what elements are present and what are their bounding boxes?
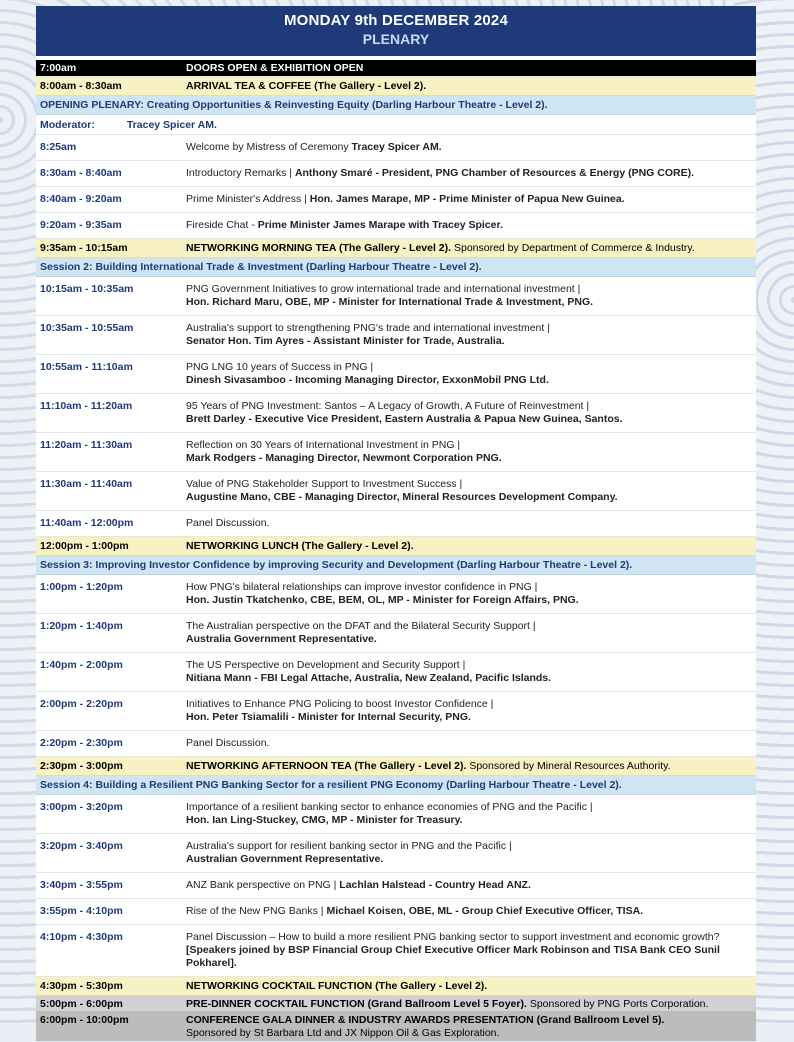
predinner-row [36, 996, 756, 1012]
event-title: PRE-DINNER COCKTAIL FUNCTION (Grand Ballroom Level 5 Foyer). [186, 998, 527, 1010]
row-time: 2:00pm - 2:20pm [40, 698, 123, 710]
agenda-item [36, 187, 756, 213]
row-desc: NETWORKING COCKTAIL FUNCTION (The Gallery - Level 2). [186, 980, 488, 992]
session-title: Session 3: Improving Investor Confidence by improving Security and Development (Darling Harbour Theatre - Level 2). [40, 559, 633, 571]
moderator [40, 119, 217, 134]
row-time: 5:00pm - 6:00pm [40, 998, 123, 1010]
agenda-subtitle: PLENARY [362, 31, 430, 47]
agenda-item [36, 161, 756, 187]
item-speaker: Brett Darley - Executive Vice President, Eastern Australia & Papua New Guinea, Santos. [186, 413, 623, 425]
row-time: 1:20pm - 1:40pm [40, 620, 123, 632]
row-desc: DOORS OPEN & EXHIBITION OPEN [186, 62, 364, 74]
agenda-item [36, 135, 756, 161]
row-desc [186, 400, 756, 426]
session-title: Session 4: Building a Resilient PNG Banking Sector for a resilient PNG Economy (Darling Harbour Theatre - Level 2). [40, 779, 622, 791]
row-time: 11:30am - 11:40am [40, 478, 133, 490]
session-title: Session 2: Building International Trade & Investment (Darling Harbour Theatre - Level 2). [40, 261, 482, 273]
item-topic: The US Perspective on Development and Security Support | [186, 659, 466, 671]
row-time: 11:10am - 11:20am [40, 400, 133, 412]
afternoon-tea-row [36, 757, 756, 776]
item-text: Rise of the New PNG Banks | [186, 905, 327, 917]
event-sponsor: Sponsored by PNG Ports Corporation. [526, 998, 709, 1010]
agenda-item [36, 834, 756, 873]
agenda-item [36, 394, 756, 433]
row-time: 2:30pm - 3:00pm [40, 760, 123, 772]
row-desc [186, 760, 756, 775]
item-speaker: Hon. Ian Ling-Stuckey, CMG, MP - Minister for Treasury. [186, 814, 463, 826]
row-time: 10:15am - 10:35am [40, 283, 134, 295]
row-time: 3:20pm - 3:40pm [40, 840, 123, 852]
row-desc [186, 361, 756, 387]
agenda-item [36, 692, 756, 731]
row-desc [186, 322, 756, 348]
row-desc [186, 801, 756, 827]
item-speaker: Dinesh Sivasamboo - Incoming Managing Director, ExxonMobil PNG Ltd. [186, 374, 549, 386]
row-time: 8:40am - 9:20am [40, 193, 122, 205]
item-topic: PNG LNG 10 years of Success in PNG | [186, 361, 374, 373]
cocktail-row [36, 977, 756, 996]
row-time: 4:30pm - 5:30pm [40, 980, 123, 992]
agenda-item [36, 316, 756, 355]
item-speaker: Lachlan Halstead - Country Head ANZ. [339, 879, 531, 891]
row-time: 10:55am - 11:10am [40, 361, 133, 373]
row-desc [186, 879, 756, 892]
item-topic: Panel Discussion. [186, 737, 270, 749]
row-desc [186, 193, 756, 206]
panel-text: Panel Discussion – How to build a more resilient PNG banking sector to support investment and economic growth? [186, 931, 720, 943]
item-topic: Australia's support to strengthening PNG's trade and international investment | [186, 322, 550, 334]
session3-items [36, 575, 756, 757]
item-speaker: Australian Government Representative. [186, 853, 384, 865]
morning-tea-row [36, 239, 756, 258]
session-header-4 [36, 776, 756, 795]
item-speaker: Hon. James Marape, MP - Prime Minister of Papua New Guinea. [309, 193, 625, 205]
row-time: 8:25am [40, 141, 77, 153]
session2-items [36, 277, 756, 537]
session-header-3 [36, 556, 756, 575]
agenda-item [36, 731, 756, 757]
lunch-row [36, 537, 756, 556]
doors-row [36, 60, 756, 77]
break-sponsor: Sponsored by Department of Commerce & Industry. [451, 242, 695, 254]
agenda-rows [36, 60, 756, 1042]
row-desc [186, 998, 756, 1011]
moderator-row [36, 115, 756, 135]
agenda-header [36, 6, 756, 56]
item-topic: 95 Years of PNG Investment: Santos – A Legacy of Growth, A Future of Reinvestment | [186, 400, 590, 412]
break-title: NETWORKING AFTERNOON TEA (The Gallery - Level 2). [186, 760, 467, 772]
item-speaker: Hon. Justin Tkatchenko, CBE, BEM, OL, MP - Minister for Foreign Affairs, PNG. [186, 594, 579, 606]
item-speaker: Prime Minister James Marape with Tracey Spicer. [257, 219, 503, 231]
row-desc [186, 931, 756, 970]
item-topic: Importance of a resilient banking sector to enhance economies of PNG and the Pacific | [186, 801, 593, 813]
agenda-item [36, 614, 756, 653]
item-speaker: Anthony Smaré - President, PNG Chamber of Resources & Energy (PNG CORE). [294, 167, 695, 179]
item-topic: Initiatives to Enhance PNG Policing to boost Investor Confidence | [186, 698, 494, 710]
row-desc [186, 840, 756, 866]
item-speaker: Hon. Richard Maru, OBE, MP - Minister for International Trade & Investment, PNG. [186, 296, 594, 308]
row-time: 2:20pm - 2:30pm [40, 737, 123, 749]
item-topic: PNG Government Initiatives to grow international trade and international investment | [186, 283, 581, 295]
session-header-2 [36, 258, 756, 277]
arrival-row [36, 77, 756, 96]
row-time: 8:00am - 8:30am [40, 80, 122, 92]
row-desc [186, 439, 756, 465]
event-title: CONFERENCE GALA DINNER & INDUSTRY AWARDS PRESENTATION (Grand Ballroom Level 5). [186, 1014, 665, 1026]
item-text: ANZ Bank perspective on PNG | [186, 879, 340, 891]
panel-final-row [36, 925, 756, 977]
row-desc [186, 242, 756, 257]
item-speaker: Australia Government Representative. [186, 633, 377, 645]
row-desc [186, 1014, 756, 1041]
item-text: Introductory Remarks | [186, 167, 295, 179]
agenda-item [36, 575, 756, 614]
row-desc [186, 737, 756, 750]
row-desc [186, 620, 756, 646]
moderator-name: Tracey Spicer AM. [126, 119, 217, 131]
agenda-item [36, 355, 756, 394]
row-time: 6:00pm - 10:00pm [40, 1014, 129, 1026]
item-speaker: Hon. Peter Tsiamalili - Minister for Internal Security, PNG. [186, 711, 471, 723]
row-desc [186, 167, 756, 180]
row-time: 3:55pm - 4:10pm [40, 905, 123, 917]
row-time: 9:35am - 10:15am [40, 242, 128, 254]
row-time: 3:00pm - 3:20pm [40, 801, 123, 813]
item-speaker: Senator Hon. Tim Ayres - Assistant Minister for Trade, Australia. [186, 335, 505, 347]
row-desc: ARRIVAL TEA & COFFEE (The Gallery - Level 2). [186, 80, 427, 92]
item-text: Welcome by Mistress of Ceremony [186, 141, 352, 153]
item-speaker: Tracey Spicer AM. [351, 141, 442, 153]
panel-speakers: [Speakers joined by BSP Financial Group Chief Executive Officer Mark Robinson and TISA Bank CEO Sunil Pokharel]. [186, 944, 720, 969]
row-time: 1:40pm - 2:00pm [40, 659, 123, 671]
agenda-item [36, 433, 756, 472]
row-desc: NETWORKING LUNCH (The Gallery - Level 2). [186, 540, 414, 552]
agenda-item [36, 213, 756, 239]
row-desc [186, 478, 756, 504]
item-topic: Reflection on 30 Years of International Investment in PNG | [186, 439, 461, 451]
agenda-item [36, 277, 756, 316]
agenda-item [36, 795, 756, 834]
row-desc [186, 517, 756, 530]
agenda-page [36, 6, 756, 1039]
row-time: 10:35am - 10:55am [40, 322, 134, 334]
row-time: 12:00pm - 1:00pm [40, 540, 129, 552]
item-speaker: Mark Rodgers - Managing Director, Newmont Corporation PNG. [186, 452, 502, 464]
opening-items [36, 135, 756, 239]
item-speaker: Michael Koisen, OBE, ML - Group Chief Executive Officer, TISA. [326, 905, 644, 917]
agenda-item [36, 511, 756, 537]
item-topic: Panel Discussion. [186, 517, 270, 529]
row-desc [186, 659, 756, 685]
item-text: Fireside Chat - [186, 219, 258, 231]
row-time: 3:40pm - 3:55pm [40, 879, 123, 891]
agenda-item [36, 873, 756, 899]
item-speaker: Nitiana Mann - FBI Legal Attache, Australia, New Zealand, Pacific Islands. [186, 672, 552, 684]
session4-inline-items [36, 873, 756, 925]
agenda-date: MONDAY 9th DECEMBER 2024 [283, 12, 509, 29]
item-topic: Australia's support for resilient banking sector in PNG and the Pacific | [186, 840, 512, 852]
session-header-opening [36, 96, 756, 115]
row-desc [186, 141, 756, 154]
row-time: 11:20am - 11:30am [40, 439, 133, 451]
row-time: 8:30am - 8:40am [40, 167, 122, 179]
break-sponsor: Sponsored by Mineral Resources Authority. [466, 760, 671, 772]
row-desc [186, 219, 756, 232]
row-time: 9:20am - 9:35am [40, 219, 122, 231]
row-desc [186, 581, 756, 607]
session-title: OPENING PLENARY: Creating Opportunities & Reinvesting Equity (Darling Harbour Theatre - Level 2). [40, 99, 548, 111]
agenda-item [36, 899, 756, 925]
item-text: Prime Minister's Address | [186, 193, 310, 205]
row-time: 7:00am [40, 62, 77, 74]
item-topic: The Australian perspective on the DFAT and the Bilateral Security Support | [186, 620, 536, 632]
item-speaker: Augustine Mano, CBE - Managing Director, Mineral Resources Development Company. [186, 491, 618, 503]
row-time: 1:00pm - 1:20pm [40, 581, 123, 593]
session4-items [36, 795, 756, 873]
row-desc [186, 905, 756, 918]
item-topic: Value of PNG Stakeholder Support to Investment Success | [186, 478, 463, 490]
event-sponsor: Sponsored by St Barbara Ltd and JX Nippon Oil & Gas Exploration. [186, 1027, 500, 1039]
row-time: 11:40am - 12:00pm [40, 517, 134, 529]
gala-row [36, 1012, 756, 1042]
row-time: 4:10pm - 4:30pm [40, 931, 123, 943]
agenda-item [36, 472, 756, 511]
break-title: NETWORKING MORNING TEA (The Gallery - Level 2). [186, 242, 452, 254]
row-desc [186, 283, 756, 309]
moderator-label: Moderator: [40, 119, 95, 131]
item-topic: How PNG's bilateral relationships can improve investor confidence in PNG | [186, 581, 538, 593]
row-desc [186, 698, 756, 724]
agenda-item [36, 653, 756, 692]
